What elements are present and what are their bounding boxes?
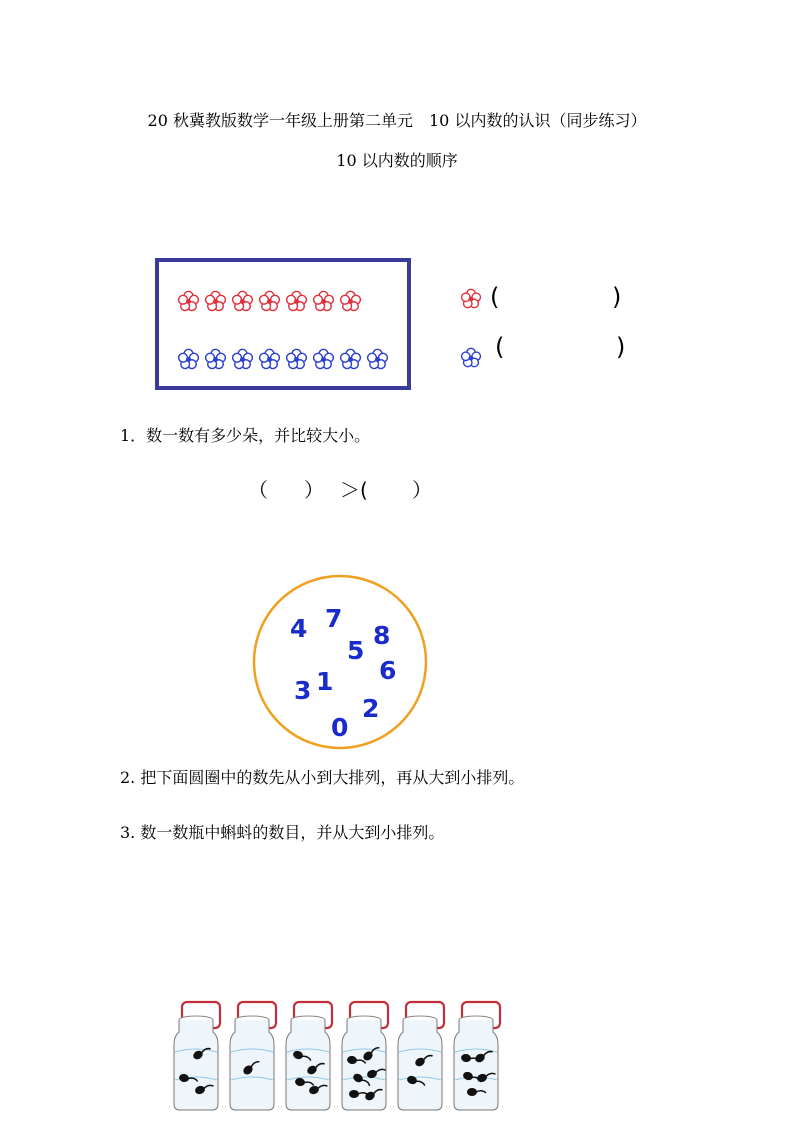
question-3-text: 3. 数一数瓶中蝌蚪的数目，并从大到小排列。 bbox=[120, 823, 445, 842]
digit-3: 3 bbox=[294, 676, 312, 705]
red-flower-icon bbox=[285, 290, 308, 313]
flower-box bbox=[155, 258, 411, 390]
digit-1: 1 bbox=[316, 667, 334, 696]
blue-flower-icon bbox=[312, 348, 335, 371]
blue-flower-icon bbox=[339, 348, 362, 371]
blue-flower-icon bbox=[204, 348, 227, 371]
digit-4: 4 bbox=[290, 614, 308, 643]
red-flower-icon bbox=[204, 290, 227, 313]
digit-7: 7 bbox=[325, 604, 343, 633]
blue-flower-row bbox=[177, 348, 389, 371]
digit-0: 0 bbox=[331, 713, 349, 742]
blue-flower-icon bbox=[177, 348, 200, 371]
jar bbox=[338, 1000, 390, 1115]
question-2-text: 2. 把下面圆圈中的数先从小到大排列，再从大到小排列。 bbox=[120, 768, 525, 787]
blue-flower-icon bbox=[285, 348, 308, 371]
jar bbox=[226, 1000, 278, 1115]
red-answer-close: ) bbox=[612, 283, 622, 311]
red-flower-icon bbox=[258, 290, 281, 313]
red-answer-open: ( bbox=[490, 283, 500, 311]
blue-flower-icon bbox=[258, 348, 281, 371]
compare-close-left: ） bbox=[304, 478, 324, 502]
jar bbox=[450, 1000, 502, 1115]
jar bbox=[170, 1000, 222, 1115]
question-1-text: 1．数一数有多少朵，并比较大小。 bbox=[120, 426, 371, 445]
jar bbox=[282, 1000, 334, 1115]
red-flower-icon bbox=[339, 290, 362, 313]
red-flower-icon bbox=[460, 288, 482, 314]
blue-flower-icon bbox=[231, 348, 254, 371]
compare-greater-symbol: ＞( bbox=[340, 478, 368, 502]
tadpole-jars bbox=[170, 1000, 520, 1115]
digit-2: 2 bbox=[362, 694, 380, 723]
page-title: 20 秋冀教版数学一年级上册第二单元 10 以内数的认识（同步练习） bbox=[147, 111, 647, 130]
blue-answer-open: ( bbox=[495, 333, 505, 361]
red-flower-icon bbox=[177, 290, 200, 313]
page-subtitle: 10 以内数的顺序 bbox=[336, 151, 458, 170]
compare-open-left: （ bbox=[248, 478, 268, 502]
red-flower-row bbox=[177, 290, 362, 313]
blue-flower-icon bbox=[366, 348, 389, 371]
red-flower-icon bbox=[312, 290, 335, 313]
jar bbox=[394, 1000, 446, 1115]
blue-answer-close: ) bbox=[616, 333, 626, 361]
number-circle bbox=[252, 574, 428, 750]
red-flower-icon bbox=[231, 290, 254, 313]
compare-close-right: ） bbox=[412, 478, 432, 502]
digit-6: 6 bbox=[379, 656, 397, 685]
digit-8: 8 bbox=[373, 621, 391, 650]
digit-5: 5 bbox=[347, 636, 365, 665]
blue-flower-icon bbox=[460, 347, 482, 373]
